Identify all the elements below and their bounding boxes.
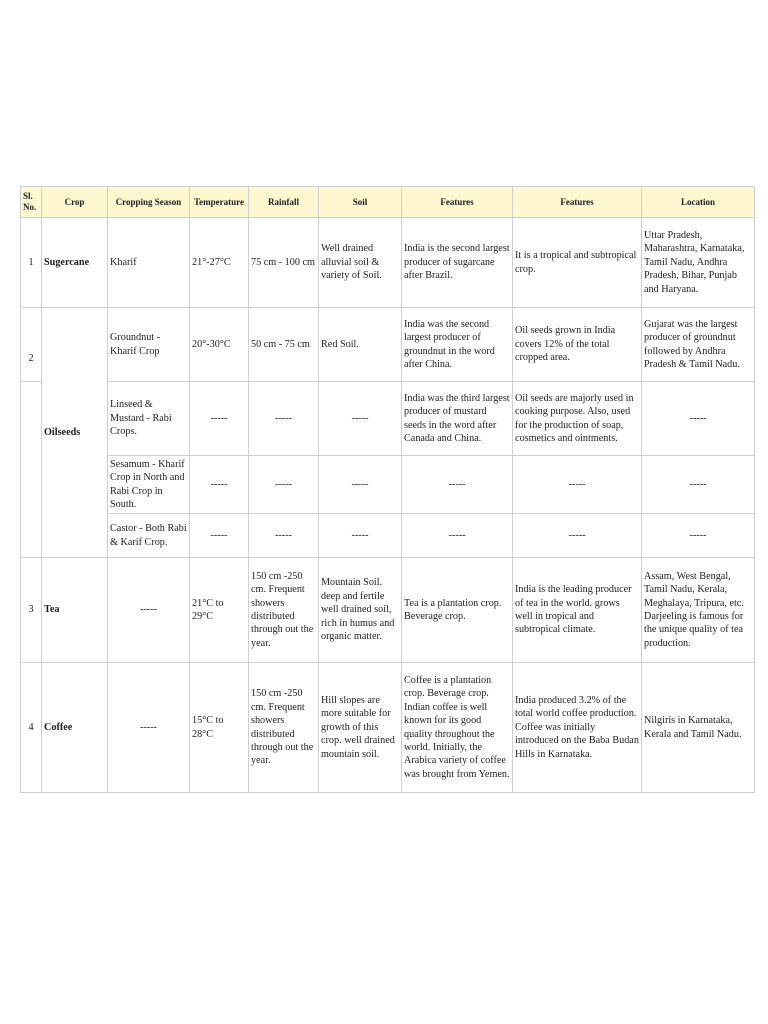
cell-temperature: 20°-30°C [190, 308, 249, 382]
header-location: Location [642, 187, 755, 218]
cell-soil: ----- [319, 514, 402, 558]
table-row-castor [21, 514, 755, 558]
cell-temperature: ----- [190, 514, 249, 558]
cell-features-2: India is the leading producer of tea in the world. grows well in tropical and subtropical climate. [513, 558, 642, 663]
cell-location: Assam, West Bengal, Tamil Nadu, Kerala, Meghalaya, Tripura, etc. Darjeeling is famous for the unique quality of tea production. [642, 558, 755, 663]
cell-features-1: Tea is a plantation crop. Beverage crop. [402, 558, 513, 663]
header-row [21, 187, 755, 218]
cell-rainfall: ----- [249, 514, 319, 558]
cell-features-2: Oil seeds grown in India covers 12% of the total cropped area. [513, 308, 642, 382]
cell-sl-no: 4 [21, 663, 42, 793]
cell-sl-no: 3 [21, 558, 42, 663]
cell-crop: Sugercane [42, 218, 108, 308]
cell-temperature: ----- [190, 456, 249, 514]
cell-cropping-season: ----- [108, 663, 190, 793]
header-cropping-season: Cropping Season [108, 187, 190, 218]
cell-cropping-season: Castor - Both Rabi & Karif Crop. [108, 514, 190, 558]
cell-rainfall: 150 cm -250 cm. Frequent showers distributed through out the year. [249, 558, 319, 663]
cell-rainfall: 50 cm - 75 cm [249, 308, 319, 382]
cell-features-1: ----- [402, 456, 513, 514]
cell-features-2: It is a tropical and subtropical crop. [513, 218, 642, 308]
cell-features-1: India was the second largest producer of groundnut in the word after China. [402, 308, 513, 382]
cell-temperature: 15°C to 28°C [190, 663, 249, 793]
table-row-sugarcane [21, 218, 755, 308]
cell-rainfall: ----- [249, 456, 319, 514]
header-temperature: Temperature [190, 187, 249, 218]
cell-rainfall: 150 cm -250 cm. Frequent showers distributed through out the year. [249, 663, 319, 793]
table-row-sesamum [21, 456, 755, 514]
cell-location: Nilgiris in Karnataka, Kerala and Tamil Nadu. [642, 663, 755, 793]
header-features-1: Features [402, 187, 513, 218]
cell-cropping-season: ----- [108, 558, 190, 663]
cell-location: Uttar Pradesh, Maharashtra, Karnataka, Tamil Nadu, Andhra Pradesh, Bihar, Punjab and Haryana. [642, 218, 755, 308]
header-rainfall: Rainfall [249, 187, 319, 218]
cell-temperature: 21°C to 29°C [190, 558, 249, 663]
cell-rainfall: 75 cm - 100 cm [249, 218, 319, 308]
cell-features-2: Oil seeds are majorly used in cooking purpose. Also, used for the production of soap, cosmetics and ointments. [513, 382, 642, 456]
cell-features-1: India is the second largest producer of sugarcane after Brazil. [402, 218, 513, 308]
cell-features-2: ----- [513, 514, 642, 558]
cell-temperature: ----- [190, 382, 249, 456]
header-features-2: Features [513, 187, 642, 218]
cell-soil: ----- [319, 382, 402, 456]
cell-features-2: ----- [513, 456, 642, 514]
cell-soil: Well drained alluvial soil & variety of Soil. [319, 218, 402, 308]
cell-crop: Tea [42, 558, 108, 663]
cell-location: ----- [642, 514, 755, 558]
cell-soil: Hill slopes are more suitable for growth of this crop. well drained mountain soil. [319, 663, 402, 793]
cell-soil: Red Soil. [319, 308, 402, 382]
cell-sl-no-empty [21, 382, 42, 558]
crop-table [20, 186, 755, 793]
header-soil: Soil [319, 187, 402, 218]
cell-features-1: India was the third largest producer of mustard seeds in the word after Canada and China. [402, 382, 513, 456]
table-row-coffee [21, 663, 755, 793]
header-crop: Crop [42, 187, 108, 218]
cell-rainfall: ----- [249, 382, 319, 456]
cell-features-2: India produced 3.2% of the total world coffee production. Coffee was initially introduced on the Baba Budan Hills in Karnataka. [513, 663, 642, 793]
cell-cropping-season: Linseed & Mustard - Rabi Crops. [108, 382, 190, 456]
cell-features-1: ----- [402, 514, 513, 558]
cell-temperature: 21°-27°C [190, 218, 249, 308]
table-row-tea [21, 558, 755, 663]
table-row-groundnut [21, 308, 755, 382]
cell-cropping-season: Sesamum - Kharif Crop in North and Rabi Crop in South. [108, 456, 190, 514]
header-sl-no: Sl. No. [21, 187, 42, 218]
cell-soil: ----- [319, 456, 402, 514]
cell-crop: Coffee [42, 663, 108, 793]
cell-crop: Oilseeds [42, 308, 108, 558]
cell-soil: Mountain Soil. deep and fertile well drained soil, rich in humus and organic matter. [319, 558, 402, 663]
cell-sl-no: 1 [21, 218, 42, 308]
cell-location: Gujarat was the largest producer of groundnut followed by Andhra Pradesh & Tamil Nadu. [642, 308, 755, 382]
cell-features-1: Coffee is a plantation crop. Beverage crop. Indian coffee is well known for its good quality throughout the world. Initially, the Arabica variety of coffee was brought from Yemen. [402, 663, 513, 793]
cell-location: ----- [642, 456, 755, 514]
cell-sl-no: 2 [21, 308, 42, 382]
cell-cropping-season: Groundnut - Kharif Crop [108, 308, 190, 382]
table-row-linseed [21, 382, 755, 456]
cell-cropping-season: Kharif [108, 218, 190, 308]
cell-location: ----- [642, 382, 755, 456]
